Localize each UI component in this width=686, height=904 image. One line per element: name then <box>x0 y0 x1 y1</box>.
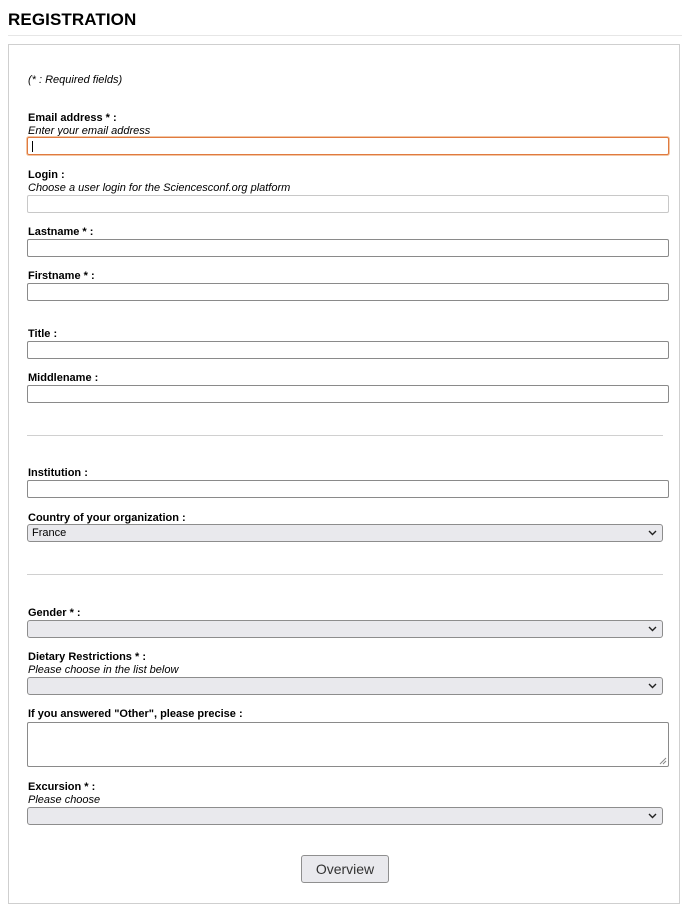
gender-label: Gender * : <box>28 607 81 619</box>
middlename-input[interactable] <box>27 385 669 403</box>
registration-form-panel <box>8 44 680 904</box>
excursion-label: Excursion * : <box>28 781 96 793</box>
country-selected-value: France <box>32 527 67 539</box>
lastname-input[interactable] <box>27 239 669 257</box>
firstname-input[interactable] <box>27 283 669 301</box>
login-input[interactable] <box>27 195 669 213</box>
middlename-label: Middlename : <box>28 372 99 384</box>
dietary-label: Dietary Restrictions * : <box>28 651 146 663</box>
email-label: Email address * : <box>28 112 117 124</box>
title-label: Title : <box>28 328 58 340</box>
country-label: Country of your organization : <box>28 512 186 524</box>
chevron-down-icon <box>647 680 658 691</box>
excursion-hint: Please choose <box>28 794 101 806</box>
institution-label: Institution : <box>28 467 88 479</box>
country-select[interactable] <box>27 524 663 542</box>
resize-grip-icon[interactable] <box>657 755 667 765</box>
chevron-down-icon <box>647 623 658 634</box>
title-divider <box>8 35 682 36</box>
firstname-label: Firstname * : <box>28 270 95 282</box>
page-title: REGISTRATION <box>8 10 137 29</box>
lastname-label: Lastname * : <box>28 226 94 238</box>
dietary-hint: Please choose in the list below <box>28 664 179 676</box>
chevron-down-icon <box>647 810 658 821</box>
excursion-select[interactable] <box>27 807 663 825</box>
section-divider <box>27 435 663 436</box>
email-input[interactable] <box>27 137 669 155</box>
other-textarea[interactable] <box>27 722 669 767</box>
required-fields-note: (* : Required fields) <box>28 74 123 86</box>
login-hint: Choose a user login for the Sciencesconf.org platform <box>28 182 291 194</box>
institution-input[interactable] <box>27 480 669 498</box>
login-label: Login : <box>28 169 65 181</box>
text-caret <box>32 141 33 152</box>
title-input[interactable] <box>27 341 669 359</box>
section-divider <box>27 574 663 575</box>
chevron-down-icon <box>647 527 658 538</box>
dietary-select[interactable] <box>27 677 663 695</box>
gender-select[interactable] <box>27 620 663 638</box>
other-label: If you answered "Other", please precise : <box>28 708 243 720</box>
email-hint: Enter your email address <box>28 125 151 137</box>
overview-button[interactable]: Overview <box>301 855 389 883</box>
